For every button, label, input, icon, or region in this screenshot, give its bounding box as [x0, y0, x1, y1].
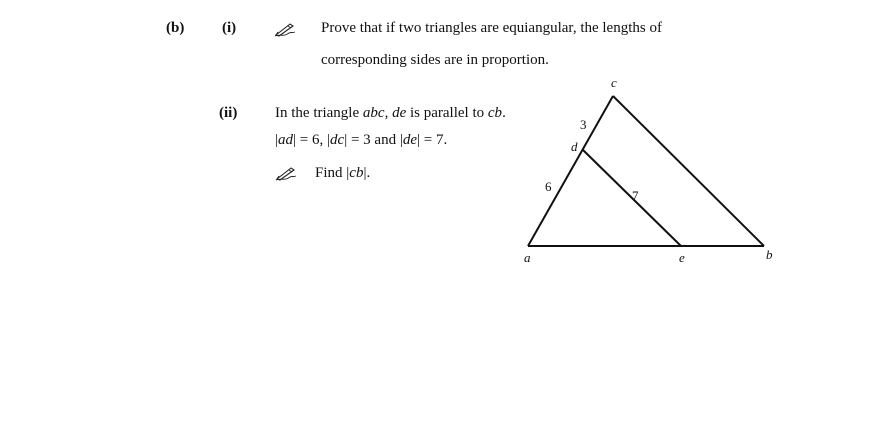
- subpart-ii-line3: [315, 164, 370, 182]
- abs-bar: |: [363, 165, 367, 181]
- text-abc: abc: [362, 105, 385, 121]
- triangle-diagram: [510, 72, 800, 272]
- subpart-ii-label: (ii): [219, 105, 238, 121]
- abs-bar: |: [346, 165, 350, 181]
- vertex-label-d: d: [571, 139, 578, 154]
- side-ac: [528, 96, 613, 246]
- abs-bar: |: [344, 132, 348, 148]
- text-segment: ,: [384, 105, 393, 121]
- subpart-i-line2: corresponding sides are in proportion.: [321, 52, 549, 68]
- text-de: de: [392, 105, 407, 121]
- pencil-writing-icon: [275, 165, 297, 181]
- vertex-label-e: e: [679, 250, 685, 265]
- text-segment: = 6,: [296, 132, 327, 148]
- pencil-writing-icon: [274, 21, 296, 37]
- subpart-i-label: (i): [222, 20, 237, 36]
- text-cb: cb: [349, 165, 364, 181]
- abs-bar: |: [327, 132, 331, 148]
- subpart-ii-line1: [275, 104, 506, 122]
- vertex-label-b: b: [766, 247, 773, 262]
- text-segment: .: [502, 105, 506, 121]
- text-segment: .: [366, 165, 371, 181]
- vertex-label-c: c: [611, 75, 617, 90]
- subpart-ii-line2: [275, 131, 447, 149]
- text-cb: cb: [487, 105, 503, 121]
- text-ad: ad: [278, 132, 294, 148]
- abs-bar: |: [275, 132, 279, 148]
- text-dc: dc: [330, 132, 345, 148]
- text-segment: is parallel to: [406, 105, 488, 121]
- abs-bar: |: [399, 132, 403, 148]
- text-segment: = 3 and: [347, 132, 400, 148]
- vertex-label-a: a: [524, 250, 531, 265]
- abs-bar: |: [417, 132, 421, 148]
- side-cb: [613, 96, 764, 246]
- length-label-dc: 3: [580, 117, 587, 132]
- abs-bar: |: [293, 132, 297, 148]
- text-segment: = 7.: [420, 132, 448, 148]
- text-segment: In the triangle: [275, 105, 363, 121]
- subpart-i-line1: Prove that if two triangles are equiangular, the lengths of: [321, 20, 662, 36]
- text-segment: Find: [315, 165, 347, 181]
- length-label-ad: 6: [545, 179, 552, 194]
- part-b-label: (b): [166, 20, 185, 36]
- length-label-de: 7: [632, 188, 639, 203]
- text-de: de: [402, 132, 418, 148]
